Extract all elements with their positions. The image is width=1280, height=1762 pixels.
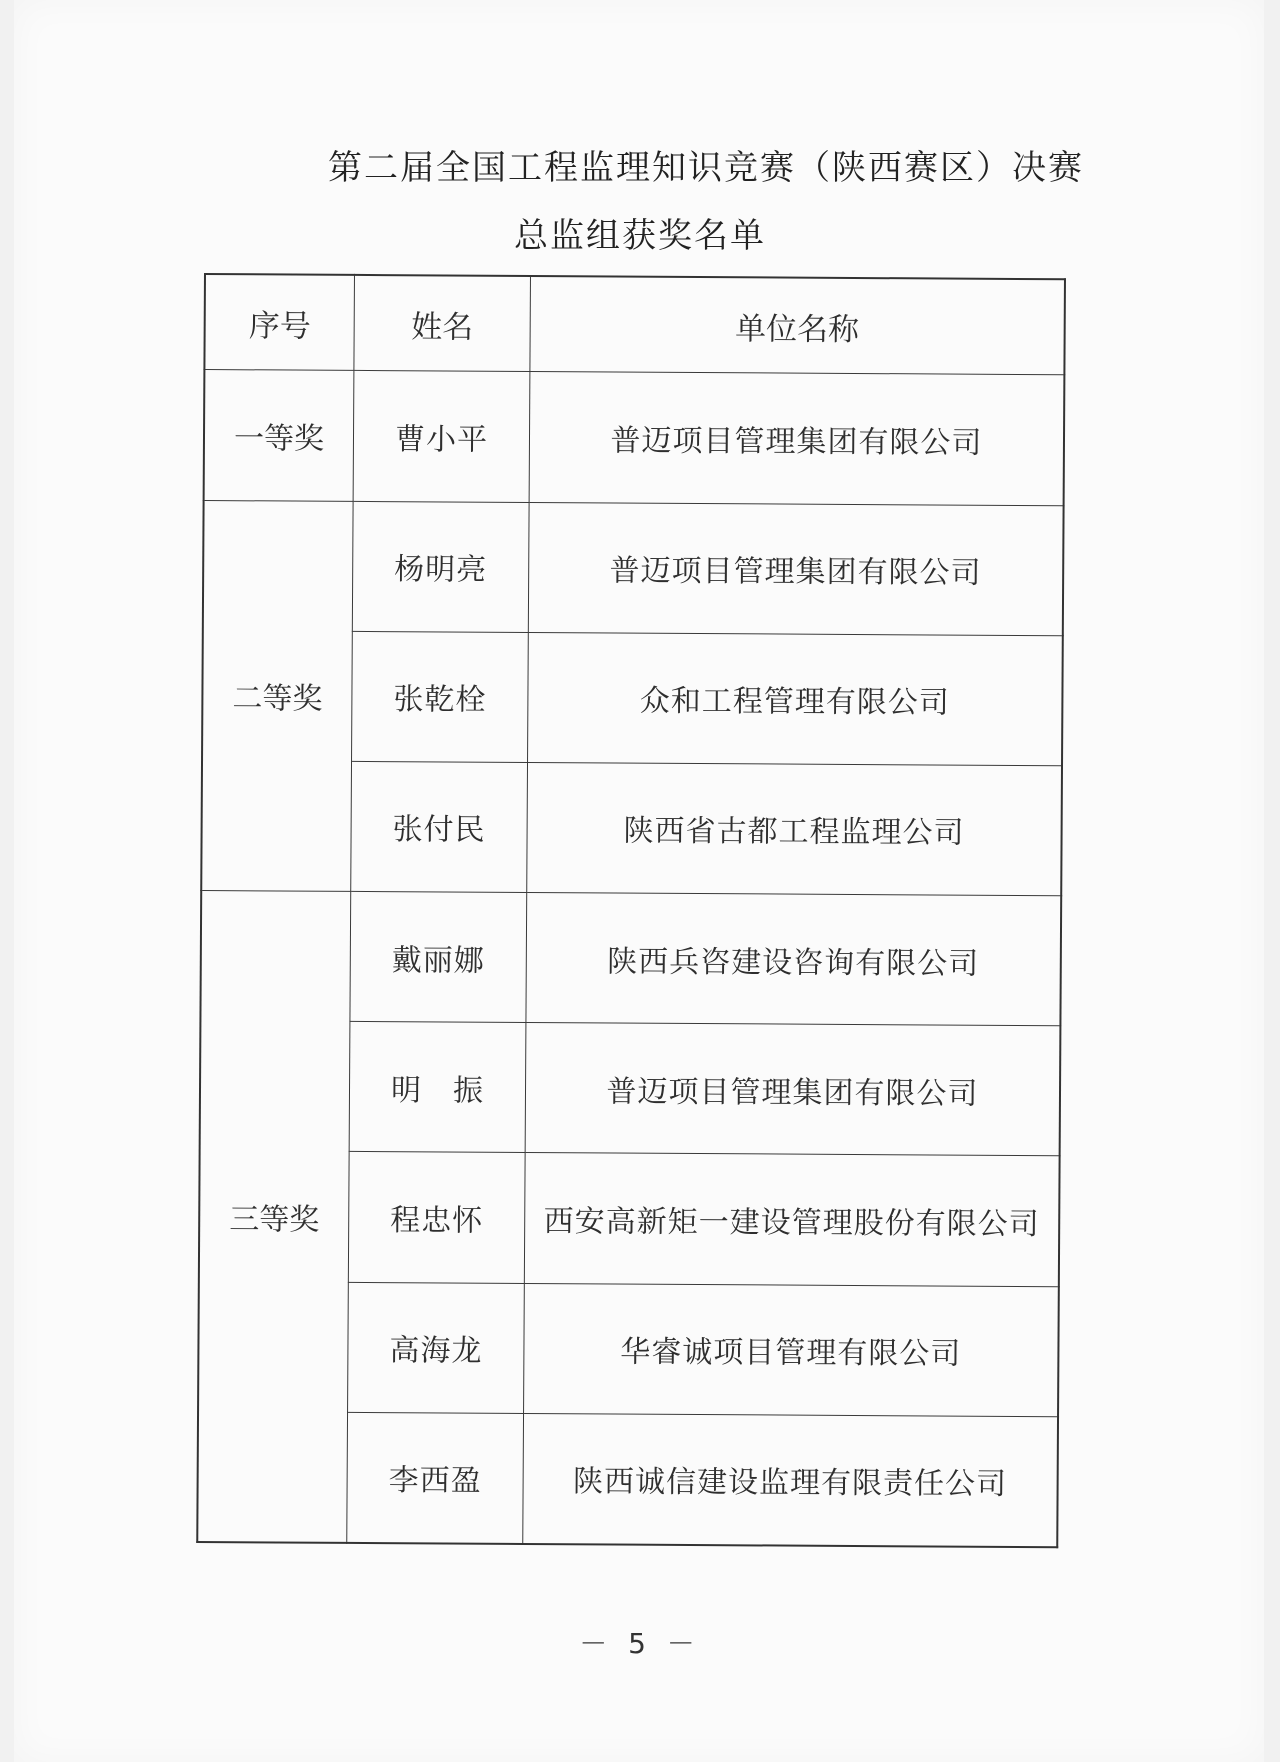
org-cell: 陕西兵咨建设咨询有限公司 bbox=[526, 892, 1061, 1025]
name-cell: 李西盈 bbox=[347, 1412, 523, 1544]
rank-cell-third-prize: 三等奖 bbox=[197, 891, 351, 1543]
rank-cell-first-prize: 一等奖 bbox=[204, 370, 354, 501]
page-number: － 5 － bbox=[579, 1627, 701, 1660]
name-cell: 杨明亮 bbox=[352, 501, 528, 632]
org-cell: 西安高新矩一建设管理股份有限公司 bbox=[524, 1153, 1059, 1286]
document-subtitle: 总监组获奖名单 bbox=[514, 216, 766, 256]
header-org: 单位名称 bbox=[530, 276, 1065, 375]
name-cell: 高海龙 bbox=[348, 1282, 524, 1413]
org-cell: 陕西省古都工程监理公司 bbox=[527, 762, 1062, 895]
table-header-row bbox=[204, 274, 1065, 375]
header-rank: 序号 bbox=[204, 274, 354, 371]
name-cell: 明 振 bbox=[349, 1022, 525, 1153]
name-cell: 张付民 bbox=[351, 761, 527, 892]
table-row bbox=[203, 500, 1064, 635]
org-cell: 普迈项目管理集团有限公司 bbox=[525, 1023, 1060, 1156]
org-cell: 众和工程管理有限公司 bbox=[527, 632, 1062, 765]
header-name: 姓名 bbox=[354, 275, 530, 372]
table-row bbox=[204, 370, 1065, 505]
rank-cell-second-prize: 二等奖 bbox=[201, 500, 353, 891]
table-row bbox=[200, 891, 1061, 1026]
org-cell: 陕西诚信建设监理有限责任公司 bbox=[523, 1413, 1058, 1547]
name-cell: 戴丽娜 bbox=[350, 891, 526, 1022]
org-cell: 普迈项目管理集团有限公司 bbox=[528, 502, 1063, 635]
name-cell: 程忠怀 bbox=[349, 1152, 525, 1283]
name-cell: 曹小平 bbox=[353, 371, 529, 502]
awards-table bbox=[196, 273, 1066, 1548]
document-title: 第二届全国工程监理知识竞赛（陕西赛区）决赛 bbox=[328, 148, 1084, 188]
org-cell: 普迈项目管理集团有限公司 bbox=[529, 372, 1064, 505]
name-cell: 张乾栓 bbox=[352, 631, 528, 762]
org-cell: 华睿诚项目管理有限公司 bbox=[523, 1283, 1058, 1416]
